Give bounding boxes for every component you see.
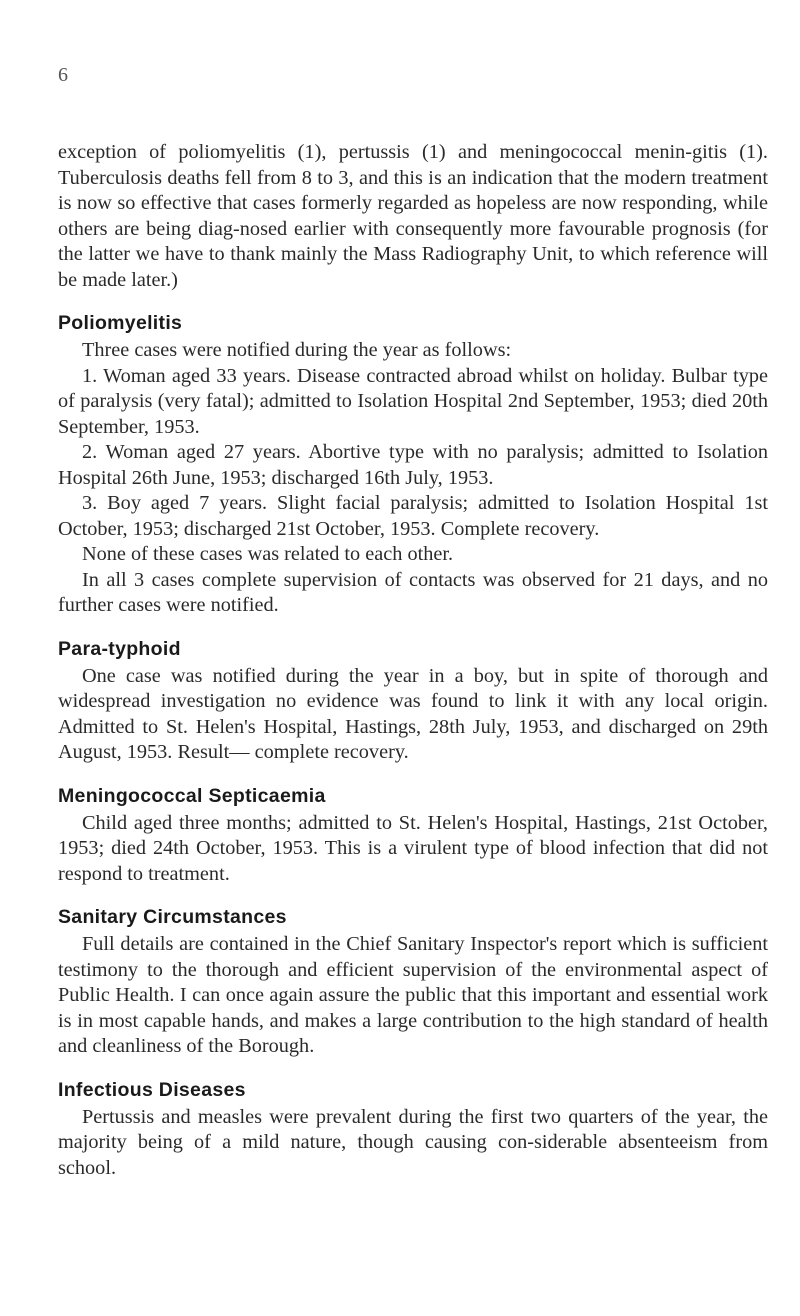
poliomyelitis-note: None of these cases was related to each other. bbox=[82, 543, 454, 565]
page-body bbox=[58, 140, 768, 1181]
paratyphoid-heading: Para-typhoid bbox=[58, 637, 181, 660]
meningococcal-heading: Meningococcal Septicaemia bbox=[58, 784, 326, 807]
meningococcal-text: Child aged three months; admitted to St. Helen's Hospital, Hastings, 21st October, 1953; died 24th October, 1953. This is a virulent type of blood infection that did not respond to treatment. bbox=[58, 811, 768, 885]
poliomyelitis-intro: Three cases were notified during the year as follows: bbox=[82, 339, 512, 361]
sanitary-text: Full details are contained in the Chief Sanitary Inspector's report which is sufficient testimony to the thorough and efficient supervision of the environmental aspect of Public Health. I can once again assure the public that this important and essential work is in most capable hands, and makes a large contribution to the high standard of health and cleanliness of the Borough. bbox=[58, 933, 768, 1057]
page-number: 6 bbox=[58, 64, 68, 86]
poliomyelitis-contacts-note: In all 3 cases complete supervision of contacts was observed for 21 days, and no further cases were notified. bbox=[58, 568, 768, 616]
case-item: 1. Woman aged 33 years. Disease contracted abroad whilst on holiday. Bulbar type of paralysis (very fatal); admitted to Isolation Hospital 2nd September, 1953; died 20th September, 1953. bbox=[58, 364, 768, 438]
infectious-text: Pertussis and measles were prevalent during the first two quarters of the year, the majority being of a mild nature, though causing con-siderable absenteeism from school. bbox=[58, 1105, 768, 1179]
intro-paragraph: exception of poliomyelitis (1), pertussis (1) and meningococcal menin-gitis (1). Tuberculosis deaths fell from 8 to 3, and this is an indication that the modern treatment is now so effective that cases formerly regarded as hopeless are now responding, while others are being diag-nosed earlier with consequently more favourable prognosis (for the latter we have to thank mainly the Mass Radiography Unit, to which reference will be made later.) bbox=[58, 141, 768, 291]
sanitary-heading: Sanitary Circumstances bbox=[58, 906, 287, 928]
poliomyelitis-heading: Poliomyelitis bbox=[58, 312, 183, 334]
paratyphoid-text: One case was notified during the year in a boy, but in spite of thorough and widespread investigation no evidence was found to link it with any local origin. Admitted to St. Helen's Hospital, Hastings, 28th July, 1953, and discharged on 29th August, 1953. Result— complete recovery. bbox=[58, 664, 768, 763]
case-item: 3. Boy aged 7 years. Slight facial paralysis; admitted to Isolation Hospital 1st October, 1953; discharged 21st October, 1953. Complete recovery. bbox=[58, 492, 768, 540]
infectious-heading: Infectious Diseases bbox=[58, 1078, 246, 1101]
case-item: 2. Woman aged 27 years. Abortive type with no paralysis; admitted to Isolation Hospital 26th June, 1953; discharged 16th July, 1953. bbox=[58, 441, 768, 489]
